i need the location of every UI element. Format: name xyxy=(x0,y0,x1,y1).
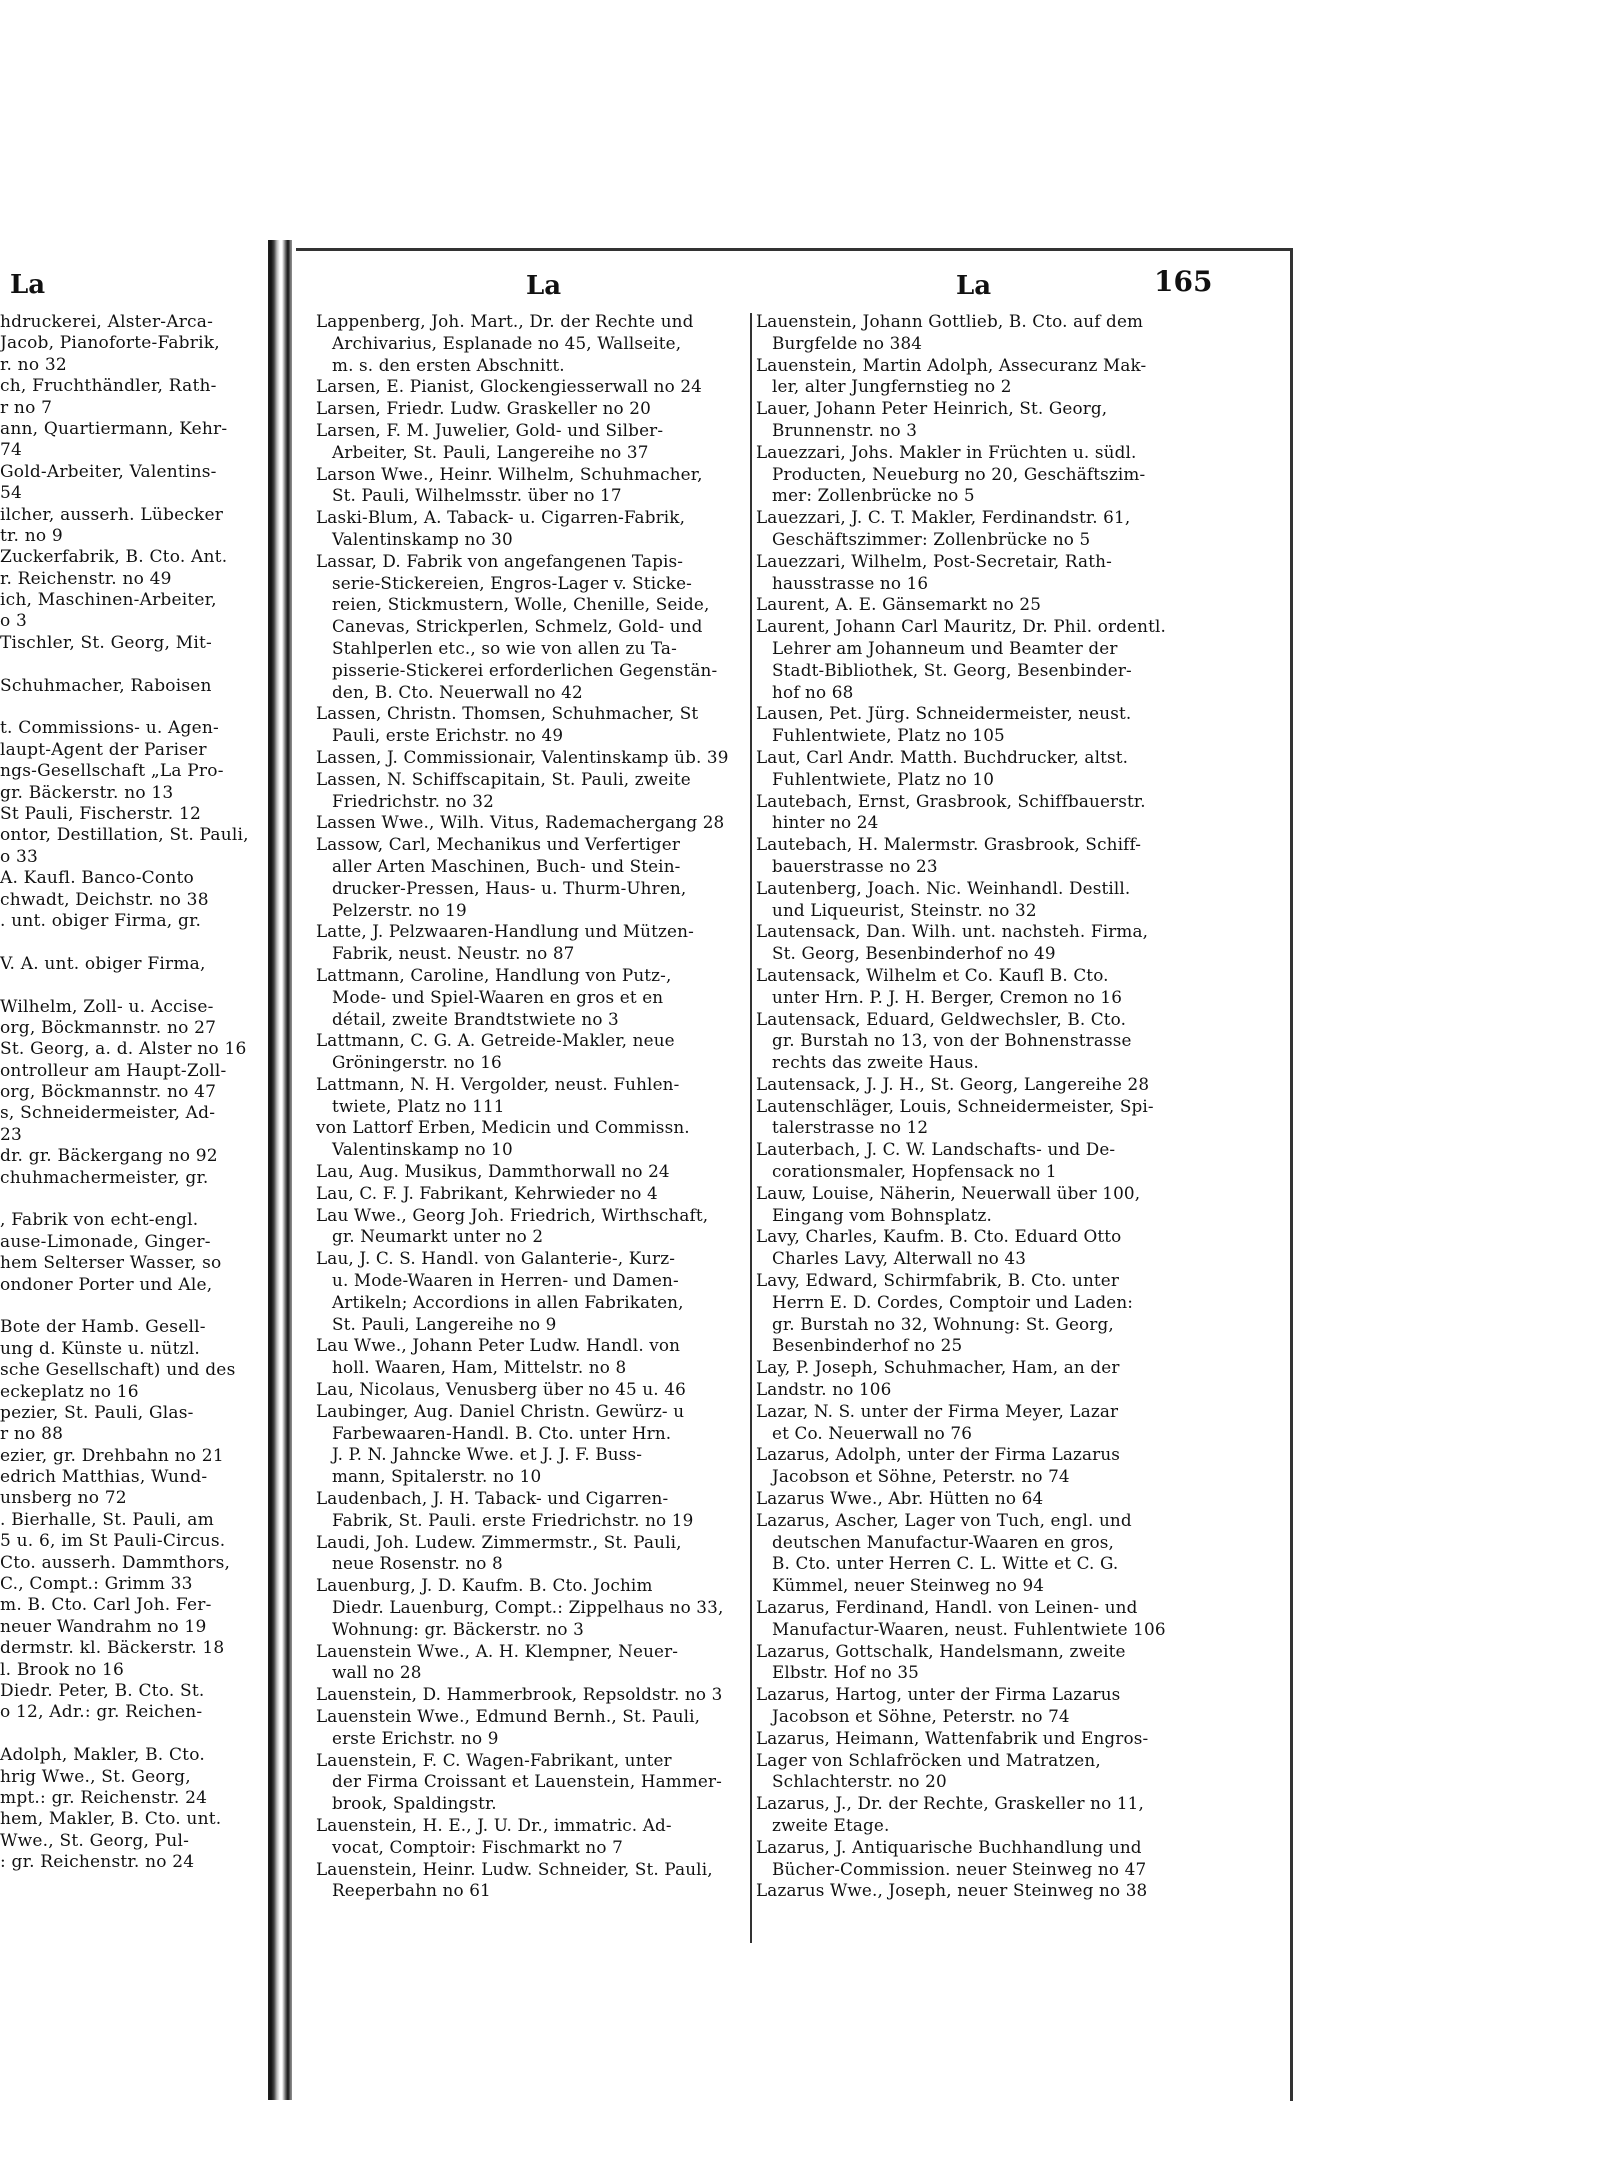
entry-line: Laudi, Joh. Ludew. Zimmermstr., St. Pauli, xyxy=(316,1531,682,1552)
column-divider xyxy=(750,313,752,1943)
entry-line: Herrn E. D. Cordes, Comptoir und Laden: xyxy=(772,1291,1134,1312)
entry-line: eckeplatz no 16 xyxy=(0,1381,139,1402)
directory-column-1 xyxy=(316,311,746,1902)
entry-line: Fuhlentwiete, Platz no 105 xyxy=(772,725,1005,746)
entry-line: Lattmann, Caroline, Handlung von Putz-, xyxy=(316,964,672,985)
entry-line: Lauenstein, D. Hammerbrook, Repsoldstr. no 3 xyxy=(316,1684,723,1705)
entry-line: reien, Stickmustern, Wolle, Chenille, Seide, xyxy=(332,594,710,615)
entry-line: gr. Burstah no 13, von der Bohnenstrasse xyxy=(772,1030,1132,1051)
entry-line: Lautensack, Wilhelm et Co. Kaufl B. Cto. xyxy=(756,964,1109,985)
entry-line: Laurent, A. E. Gänsemarkt no 25 xyxy=(756,594,1042,615)
entry-line: Lattmann, C. G. A. Getreide-Makler, neue xyxy=(316,1030,675,1051)
entry-line: org, Böckmannstr. no 47 xyxy=(0,1082,217,1103)
entry-line: edrich Matthias, Wund- xyxy=(0,1467,208,1488)
entry-line: Lassow, Carl, Mechanikus und Verfertiger xyxy=(316,834,681,855)
entry-line: Lavy, Charles, Kaufm. B. Cto. Eduard Otto xyxy=(756,1226,1122,1247)
entry-line: Charles Lavy, Alterwall no 43 xyxy=(772,1248,1027,1269)
entry-line: Schlachterstr. no 20 xyxy=(772,1771,947,1792)
entry-line: bauerstrasse no 23 xyxy=(772,855,938,876)
entry-line: corationsmaler, Hopfensack no 1 xyxy=(772,1161,1057,1182)
entry-line: r no 88 xyxy=(0,1424,64,1445)
entry-line: Lazarus Wwe., Abr. Hütten no 64 xyxy=(756,1488,1044,1509)
entry-line: sche Gesellschaft) und des xyxy=(0,1360,236,1381)
entry-line: A. Kaufl. Banco-Conto xyxy=(0,868,194,889)
entry-line: Lassen Wwe., Wilh. Vitus, Rademachergang 28 xyxy=(316,812,725,833)
entry-line: Farbewaaren-Handl. B. Cto. unter Hrn. xyxy=(332,1422,672,1443)
entry-line: Jacobson et Söhne, Peterstr. no 74 xyxy=(772,1466,1070,1487)
entry-line: Besenbinderhof no 25 xyxy=(772,1335,963,1356)
entry-line: Friedrichstr. no 32 xyxy=(332,790,494,811)
entry-line: r no 7 xyxy=(0,397,53,418)
entry-line: Lautenberg, Joach. Nic. Weinhandl. Destill. xyxy=(756,877,1131,898)
entry-line: org, Böckmannstr. no 27 xyxy=(0,1017,217,1038)
entry-line: , Fabrik von echt-engl. xyxy=(0,1210,199,1231)
entry-line: tr. no 9 xyxy=(0,525,63,546)
entry-line: ler, alter Jungfernstieg no 2 xyxy=(772,376,1012,397)
entry-line: o 33 xyxy=(0,846,39,867)
entry-line: Lauenstein, Martin Adolph, Assecuranz Mak- xyxy=(756,354,1147,375)
entry-line: St. Pauli, Wilhelmsstr. über no 17 xyxy=(332,485,622,506)
left-page-fragment xyxy=(0,240,268,2100)
entry-line: Lassen, Christn. Thomsen, Schuhmacher, St xyxy=(316,703,699,724)
entry-line: neue Rosenstr. no 8 xyxy=(332,1553,503,1574)
entry-line: Lautebach, H. Malermstr. Grasbrook, Schiff- xyxy=(756,834,1142,855)
entry-line: rechts das zweite Haus. xyxy=(772,1052,979,1073)
entry-line: Lazarus, Adolph, unter der Firma Lazarus xyxy=(756,1444,1121,1465)
entry-line: ngs-Gesellschaft „La Pro- xyxy=(0,761,224,782)
entry-line: mpt.: gr. Reichenstr. 24 xyxy=(0,1787,208,1808)
entry-line: Laski-Blum, A. Taback- u. Cigarren-Fabrik, xyxy=(316,507,686,528)
entry-line: Valentinskamp no 10 xyxy=(332,1139,513,1160)
entry-line: Mode- und Spiel-Waaren en gros et en xyxy=(332,986,664,1007)
entry-line: Geschäftszimmer: Zollenbrücke no 5 xyxy=(772,528,1091,549)
entry-line: ondoner Porter und Ale, xyxy=(0,1274,213,1295)
entry-line: pisserie-Stickerei erforderlichen Gegenstän- xyxy=(332,659,718,680)
entry-line: o 3 xyxy=(0,611,28,632)
entry-line: pezier, St. Pauli, Glas- xyxy=(0,1402,194,1423)
entry-line: Lauezzari, Johs. Makler in Früchten u. südl. xyxy=(756,441,1137,462)
entry-line: Gröningerstr. no 16 xyxy=(332,1052,502,1073)
entry-line: Wwe., St. Georg, Pul- xyxy=(0,1830,190,1851)
entry-line: et Co. Neuerwall no 76 xyxy=(772,1422,973,1443)
entry-line: Lautensack, Eduard, Geldwechsler, B. Cto. xyxy=(756,1008,1127,1029)
entry-line: ung d. Künste u. nützl. xyxy=(0,1338,201,1359)
entry-line: Lau Wwe., Georg Joh. Friedrich, Wirthschaft, xyxy=(316,1204,709,1225)
entry-line: ch, Fruchthändler, Rath- xyxy=(0,376,217,397)
entry-line: Lavy, Edward, Schirmfabrik, B. Cto. unter xyxy=(756,1270,1120,1291)
entry-line: V. A. unt. obiger Firma, xyxy=(0,953,206,974)
entry-line: détail, zweite Brandtstwiete no 3 xyxy=(332,1008,619,1029)
entry-line: r. no 32 xyxy=(0,354,67,375)
entry-line: Stadt-Bibliothek, St. Georg, Besenbinder- xyxy=(772,659,1132,680)
entry-line: Lazarus, Hartog, unter der Firma Lazarus xyxy=(756,1684,1121,1705)
entry-line: Elbstr. Hof no 35 xyxy=(772,1662,919,1683)
entry-line: unter Hrn. P. J. H. Berger, Cremon no 16 xyxy=(772,986,1123,1007)
entry-line: Bücher-Commission. neuer Steinweg no 47 xyxy=(772,1858,1147,1879)
entry-line: aller Arten Maschinen, Buch- und Stein- xyxy=(332,855,681,876)
entry-line: gr. Burstah no 32, Wohnung: St. Georg, xyxy=(772,1313,1114,1334)
entry-line: hausstrasse no 16 xyxy=(772,572,929,593)
entry-line: dermstr. kl. Bäckerstr. 18 xyxy=(0,1638,225,1659)
entry-line: brook, Spaldingstr. xyxy=(332,1793,497,1814)
entry-line: m. s. den ersten Abschnitt. xyxy=(332,354,565,375)
entry-line: Lay, P. Joseph, Schuhmacher, Ham, an der xyxy=(756,1357,1120,1378)
entry-line: Lau Wwe., Johann Peter Ludw. Handl. von xyxy=(316,1335,681,1356)
entry-line: Lazarus Wwe., Joseph, neuer Steinweg no 38 xyxy=(756,1880,1148,1901)
entry-line: neuer Wandrahm no 19 xyxy=(0,1616,207,1637)
entry-line: mer: Zollenbrücke no 5 xyxy=(772,485,975,506)
entry-line: vocat, Comptoir: Fischmarkt no 7 xyxy=(332,1836,623,1857)
entry-line: ontrolleur am Haupt-Zoll- xyxy=(0,1060,227,1081)
entry-line: Wohnung: gr. Bäckerstr. no 3 xyxy=(332,1618,584,1639)
entry-line: Archivarius, Esplanade no 45, Wallseite, xyxy=(332,332,682,353)
entry-line: Gold-Arbeiter, Valentins- xyxy=(0,461,217,482)
entry-line: drucker-Pressen, Haus- u. Thurm-Uhren, xyxy=(332,877,687,898)
entry-line: s, Schneidermeister, Ad- xyxy=(0,1103,216,1124)
entry-line: Larson Wwe., Heinr. Wilhelm, Schuhmacher, xyxy=(316,463,703,484)
entry-line: Lassen, J. Commissionair, Valentinskamp üb. 39 xyxy=(316,746,729,767)
entry-line: Lauenstein Wwe., Edmund Bernh., St. Pauli, xyxy=(316,1706,701,1726)
entry-line: Cto. ausserh. Dammthors, xyxy=(0,1552,231,1573)
entry-line: Landstr. no 106 xyxy=(756,1379,892,1400)
entry-line: Lazarus, Heimann, Wattenfabrik und Engros- xyxy=(756,1727,1149,1748)
entry-line: Diedr. Lauenburg, Compt.: Zippelhaus no 33, xyxy=(332,1597,724,1618)
entry-line: Lautensack, J. J. H., St. Georg, Langereihe 28 xyxy=(756,1073,1150,1094)
entry-line: Tischler, St. Georg, Mit- xyxy=(0,632,212,653)
entry-line: Eingang vom Bohnsplatz. xyxy=(772,1204,993,1225)
entry-line: Lazarus, J. Antiquarische Buchhandlung und xyxy=(756,1836,1142,1857)
entry-line: den, B. Cto. Neuerwall no 42 xyxy=(332,681,583,702)
entry-line: gr. Neumarkt unter no 2 xyxy=(332,1226,544,1247)
entry-line: Pelzerstr. no 19 xyxy=(332,899,467,920)
entry-line: Burgfelde no 384 xyxy=(772,332,923,353)
entry-line: Lappenberg, Joh. Mart., Dr. der Rechte und xyxy=(316,311,694,331)
entry-line: Larsen, E. Pianist, Glockengiesserwall no 24 xyxy=(316,376,703,397)
entry-line: . unt. obiger Firma, gr. xyxy=(0,910,202,931)
entry-line: Fabrik, St. Pauli. erste Friedrichstr. no 19 xyxy=(332,1509,694,1530)
entry-line: Brunnenstr. no 3 xyxy=(772,419,918,440)
entry-line: Lau, Nicolaus, Venusberg über no 45 u. 46 xyxy=(316,1379,686,1400)
right-page xyxy=(296,248,1293,2101)
entry-line: dr. gr. Bäckergang no 92 xyxy=(0,1146,218,1167)
entry-line: Lassar, D. Fabrik von angefangenen Tapis- xyxy=(316,550,684,571)
column-header-left: La xyxy=(526,271,562,301)
entry-line: ich, Maschinen-Arbeiter, xyxy=(0,590,217,611)
entry-line: Lausen, Pet. Jürg. Schneidermeister, neust. xyxy=(756,703,1132,724)
directory-column-2 xyxy=(756,311,1186,1902)
entry-line: u. Mode-Waaren in Herren- und Damen- xyxy=(332,1270,679,1291)
entry-line: ause-Limonade, Ginger- xyxy=(0,1231,211,1252)
entry-line: Larsen, F. M. Juwelier, Gold- und Silber- xyxy=(316,419,664,440)
entry-line: Lager von Schlafröcken und Matratzen, xyxy=(756,1749,1101,1770)
entry-line: Lattmann, N. H. Vergolder, neust. Fuhlen- xyxy=(316,1073,680,1094)
entry-line: von Lattorf Erben, Medicin und Commissn. xyxy=(316,1117,690,1138)
entry-line: Manufactur-Waaren, neust. Fuhlentwiete 106 xyxy=(772,1618,1166,1639)
entry-line: Lau, C. F. J. Fabrikant, Kehrwieder no 4 xyxy=(316,1182,658,1203)
entry-line: Stahlperlen etc., so wie von allen zu Ta- xyxy=(332,637,677,658)
entry-line: Producten, Neueburg no 20, Geschäftszim- xyxy=(772,463,1146,484)
entry-line: Artikeln; Accordions in allen Fabrikaten, xyxy=(332,1291,684,1312)
entry-line: Lauenstein, Johann Gottlieb, B. Cto. auf dem xyxy=(756,311,1144,331)
entry-line: Lauenstein, H. E., J. U. Dr., immatric. Ad- xyxy=(316,1814,672,1835)
entry-line: Laubinger, Aug. Daniel Christn. Gewürz- u xyxy=(316,1400,685,1421)
entry-line: 5 u. 6, im St Pauli-Circus. xyxy=(0,1531,226,1552)
entry-line xyxy=(0,697,268,718)
entry-line xyxy=(0,975,268,996)
entry-line: serie-Stickereien, Engros-Lager v. Sticke- xyxy=(332,572,692,593)
entry-line: Fuhlentwiete, Platz no 10 xyxy=(772,768,995,789)
entry-line: l. Brook no 16 xyxy=(0,1659,125,1680)
entry-line: Lautebach, Ernst, Grasbrook, Schiffbauerstr. xyxy=(756,790,1146,811)
entry-line: Arbeiter, St. Pauli, Langereihe no 37 xyxy=(332,441,649,462)
entry-line xyxy=(0,932,268,953)
entry-line: Fabrik, neust. Neustr. no 87 xyxy=(332,943,575,964)
entry-line: und Liqueurist, Steinstr. no 32 xyxy=(772,899,1037,920)
entry-line: hem Selterser Wasser, so xyxy=(0,1253,222,1274)
entry-line: Diedr. Peter, B. Cto. St. xyxy=(0,1681,205,1701)
entry-line: Jacob, Pianoforte-Fabrik, xyxy=(0,333,220,354)
entry-line: Lehrer am Johanneum und Beamter der xyxy=(772,637,1118,658)
entry-line: Jacobson et Söhne, Peterstr. no 74 xyxy=(772,1706,1070,1726)
entry-line: Laurent, Johann Carl Mauritz, Dr. Phil. ordentl. xyxy=(756,616,1166,637)
entry-line: Lautensack, Dan. Wilh. unt. nachsteh. Firma, xyxy=(756,921,1149,942)
entry-line: Lauenstein, F. C. Wagen-Fabrikant, unter xyxy=(316,1749,672,1770)
entry-line: 23 xyxy=(0,1124,23,1145)
entry-line: hof no 68 xyxy=(772,681,854,702)
entry-line: Latte, J. Pelzwaaren-Handlung und Mützen- xyxy=(316,921,694,942)
entry-line: Lazarus, Ascher, Lager von Tuch, engl. und xyxy=(756,1509,1132,1530)
entry-line: hdruckerei, Alster-Arca- xyxy=(0,312,214,332)
column-header-right: La xyxy=(956,271,992,301)
entry-line: Lauer, Johann Peter Heinrich, St. Georg, xyxy=(756,398,1108,419)
entry-line: Larsen, Friedr. Ludw. Graskeller no 20 xyxy=(316,398,651,419)
entry-line: Laut, Carl Andr. Matth. Buchdrucker, altst. xyxy=(756,746,1129,767)
entry-line: Lazarus, Ferdinand, Handl. von Leinen- und xyxy=(756,1597,1138,1618)
entry-line: Zuckerfabrik, B. Cto. Ant. xyxy=(0,547,228,568)
entry-line: gr. Bäckerstr. no 13 xyxy=(0,782,174,803)
entry-line: m. B. Cto. Carl Joh. Fer- xyxy=(0,1595,212,1616)
entry-line: Kümmel, neuer Steinweg no 94 xyxy=(772,1575,1045,1596)
entry-line: Lauezzari, J. C. T. Makler, Ferdinandstr. 61, xyxy=(756,507,1131,528)
entry-line xyxy=(0,654,268,675)
entry-line: Lauw, Louise, Näherin, Neuerwall über 100, xyxy=(756,1182,1141,1203)
entry-line: Adolph, Makler, B. Cto. xyxy=(0,1745,205,1766)
book-gutter-edge xyxy=(282,240,292,2100)
entry-line: mann, Spitalerstr. no 10 xyxy=(332,1466,542,1487)
entry-line: Lauezzari, Wilhelm, Post-Secretair, Rath- xyxy=(756,550,1112,571)
entry-line: Lazar, N. S. unter der Firma Meyer, Lazar xyxy=(756,1400,1119,1421)
entry-line: St. Pauli, Langereihe no 9 xyxy=(332,1313,557,1334)
entry-line: St Pauli, Fischerstr. 12 xyxy=(0,803,201,824)
entry-line: Lauenstein Wwe., A. H. Klempner, Neuer- xyxy=(316,1640,679,1661)
entry-line: B. Cto. unter Herren C. L. Witte et C. G. xyxy=(772,1553,1119,1574)
entry-line: Pauli, erste Erichstr. no 49 xyxy=(332,725,564,746)
entry-line: Laudenbach, J. H. Taback- und Cigarren- xyxy=(316,1488,669,1509)
entry-line: hem, Makler, B. Cto. unt. xyxy=(0,1809,222,1830)
entry-line: Lazarus, Gottschalk, Handelsmann, zweite xyxy=(756,1640,1126,1661)
entry-line: St. Georg, Besenbinderhof no 49 xyxy=(772,943,1056,964)
entry-line: Valentinskamp no 30 xyxy=(332,528,513,549)
entry-line: der Firma Croissant et Lauenstein, Hammer- xyxy=(332,1771,722,1792)
entry-line: zweite Etage. xyxy=(772,1814,890,1835)
entry-line: Canevas, Strickperlen, Schmelz, Gold- und xyxy=(332,616,703,637)
left-page-header: La xyxy=(10,270,46,300)
entry-line: Schuhmacher, Raboisen xyxy=(0,675,212,696)
entry-line: J. P. N. Jahncke Wwe. et J. J. F. Buss- xyxy=(332,1444,643,1465)
entry-line: ontor, Destillation, St. Pauli, xyxy=(0,825,249,846)
page-number: 165 xyxy=(1154,265,1213,298)
entry-line: Lazarus, J., Dr. der Rechte, Graskeller no 11, xyxy=(756,1793,1144,1814)
entry-line: deutschen Manufactur-Waaren en gros, xyxy=(772,1531,1115,1552)
entry-line: 74 xyxy=(0,440,23,461)
entry-line: holl. Waaren, Ham, Mittelstr. no 8 xyxy=(332,1357,627,1378)
entry-line xyxy=(0,1724,268,1745)
entry-line: Lauenstein, Heinr. Ludw. Schneider, St. Pauli, xyxy=(316,1858,713,1879)
entry-line: Reeperbahn no 61 xyxy=(332,1880,491,1901)
entry-line: wall no 28 xyxy=(332,1662,422,1683)
entry-line: . Bierhalle, St. Pauli, am xyxy=(0,1509,214,1530)
entry-line: unsberg no 72 xyxy=(0,1488,127,1509)
left-page-lines xyxy=(0,312,268,1874)
entry-line: t. Commissions- u. Agen- xyxy=(0,718,219,739)
entry-line: talerstrasse no 12 xyxy=(772,1117,929,1138)
entry-line xyxy=(0,1296,268,1317)
entry-line: Lauterbach, J. C. W. Landschafts- und De- xyxy=(756,1139,1116,1160)
entry-line: hinter no 24 xyxy=(772,812,879,833)
entry-line: Lau, Aug. Musikus, Dammthorwall no 24 xyxy=(316,1161,670,1182)
entry-line: Lautenschläger, Louis, Schneidermeister, Spi- xyxy=(756,1095,1154,1116)
entry-line: chuhmachermeister, gr. xyxy=(0,1167,209,1188)
entry-line: Lassen, N. Schiffscapitain, St. Pauli, zweite xyxy=(316,768,691,789)
entry-line: St. Georg, a. d. Alster no 16 xyxy=(0,1039,247,1060)
entry-line: twiete, Platz no 111 xyxy=(332,1095,505,1116)
entry-line: Lau, J. C. S. Handl. von Galanterie-, Kurz- xyxy=(316,1248,676,1269)
entry-line: laupt-Agent der Pariser xyxy=(0,739,207,760)
entry-line: o 12, Adr.: gr. Reichen- xyxy=(0,1702,203,1723)
entry-line: ezier, gr. Drehbahn no 21 xyxy=(0,1445,224,1466)
entry-line: C., Compt.: Grimm 33 xyxy=(0,1574,193,1595)
entry-line: ilcher, ausserh. Lübecker xyxy=(0,504,224,525)
entry-line: ann, Quartiermann, Kehr- xyxy=(0,418,228,439)
entry-line: Lauenburg, J. D. Kaufm. B. Cto. Jochim xyxy=(316,1575,653,1596)
entry-line: r. Reichenstr. no 49 xyxy=(0,568,172,589)
entry-line: hrig Wwe., St. Georg, xyxy=(0,1766,191,1787)
entry-line: Bote der Hamb. Gesell- xyxy=(0,1317,206,1338)
entry-line: 54 xyxy=(0,483,23,504)
entry-line: Wilhelm, Zoll- u. Accise- xyxy=(0,996,214,1017)
entry-line xyxy=(0,1189,268,1210)
entry-line: chwadt, Deichstr. no 38 xyxy=(0,889,209,910)
entry-line: erste Erichstr. no 9 xyxy=(332,1727,499,1748)
entry-line: : gr. Reichenstr. no 24 xyxy=(0,1852,195,1873)
